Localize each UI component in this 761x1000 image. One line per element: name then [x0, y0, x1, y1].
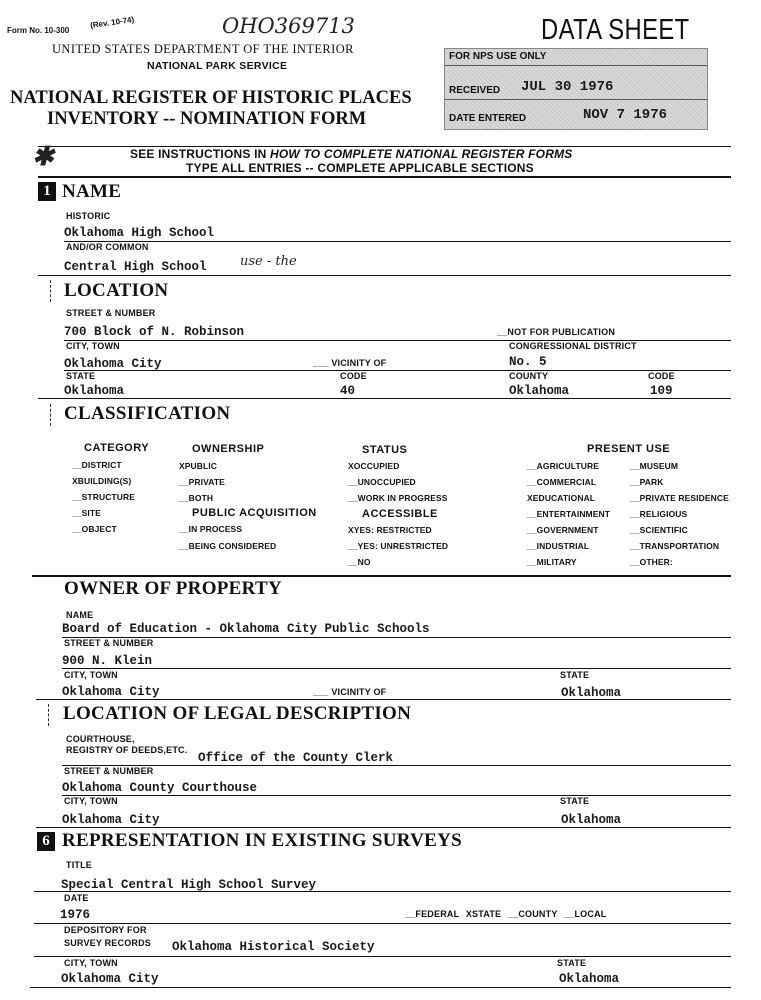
divider — [38, 398, 731, 399]
present-use-option: __ENTERTAINMENT — [527, 509, 611, 519]
legal-state-label: STATE — [560, 796, 590, 806]
survey-title-label: TITLE — [66, 860, 92, 870]
date-entered-label: DATE ENTERED — [449, 113, 527, 124]
category-heading: CATEGORY — [84, 442, 150, 454]
present-use-option: __MILITARY — [527, 557, 577, 567]
acquisition-option: __IN PROCESS — [179, 524, 243, 534]
handwritten-id: OHO369713 — [222, 14, 355, 38]
nps-use-only-box — [444, 48, 708, 130]
location-city-label: CITY, TOWN — [66, 341, 120, 351]
status-option: __WORK IN PROGRESS — [348, 493, 448, 503]
state-code-label: CODE — [340, 371, 367, 381]
status-heading: STATUS — [362, 444, 408, 456]
divider — [64, 241, 731, 242]
divider — [62, 668, 731, 669]
common-name-value: Central High School — [64, 260, 207, 274]
divider — [38, 176, 731, 178]
ownership-heading: OWNERSHIP — [192, 443, 265, 455]
present-use-option: __OTHER: — [630, 557, 673, 567]
depository-label: DEPOSITORY FOR — [64, 925, 147, 935]
survey-city-label: CITY, TOWN — [64, 958, 118, 968]
section-name-title: NAME — [62, 181, 122, 202]
present-use-option: XEDUCATIONAL — [527, 493, 596, 503]
registry-label: REGISTRY OF DEEDS,ETC. — [66, 745, 188, 755]
congressional-district-value: No. 5 — [509, 355, 547, 369]
section-number-1: 1 — [38, 182, 56, 201]
survey-date-label: DATE — [64, 893, 89, 903]
divider — [34, 956, 731, 957]
category-option: __SITE — [72, 508, 101, 518]
divider — [62, 637, 731, 638]
department-name: UNITED STATES DEPARTMENT OF THE INTERIOR — [52, 42, 354, 56]
received-date: JUL 30 1976 — [521, 79, 614, 95]
acquisition-option: __BEING CONSIDERED — [179, 541, 277, 551]
owner-street-label: STREET & NUMBER — [64, 638, 154, 648]
section-number-2-margin — [50, 280, 51, 302]
ownership-option: __PRIVATE — [179, 477, 225, 487]
present-use-option: __COMMERCIAL — [527, 477, 597, 487]
present-use-heading: PRESENT USE — [587, 443, 671, 455]
section-location-title: LOCATION — [64, 280, 169, 301]
county-label: COUNTY — [509, 371, 549, 381]
survey-date-value: 1976 — [60, 908, 91, 922]
divider — [62, 795, 731, 796]
state-code-value: 40 — [340, 384, 356, 398]
category-option: __STRUCTURE — [72, 492, 135, 502]
data-sheet-title: DATA SHEET — [541, 14, 690, 46]
historic-label: HISTORIC — [66, 211, 111, 221]
received-label: RECEIVED — [449, 85, 501, 96]
depository-value: Oklahoma Historical Society — [172, 940, 375, 954]
survey-state-label: STATE — [557, 958, 587, 968]
form-number: Form No. 10-300 — [7, 26, 70, 35]
instructions-link: HOW TO COMPLETE NATIONAL REGISTER FORMS — [270, 147, 573, 161]
category-option: __DISTRICT — [72, 460, 122, 470]
present-use-option: __MUSEUM — [630, 461, 679, 471]
county-code-value: 109 — [650, 384, 673, 398]
section-legal-title: LOCATION OF LEGAL DESCRIPTION — [63, 703, 412, 724]
owner-name-value: Board of Education - Oklahoma City Public Schools — [62, 622, 430, 636]
divider — [34, 923, 731, 924]
divider — [32, 575, 731, 577]
form-revision: (Rev. 10-74) — [89, 14, 135, 31]
status-option: XOCCUPIED — [348, 461, 400, 471]
divider — [36, 699, 731, 700]
divider — [36, 827, 731, 828]
asterisk-mark: ✱ — [32, 142, 54, 172]
category-option: XBUILDING(S) — [72, 476, 132, 486]
legal-city-value: Oklahoma City — [62, 813, 160, 827]
section-number-6: 6 — [37, 832, 55, 851]
present-use-option: __SCIENTIFIC — [630, 525, 688, 535]
location-state-value: Oklahoma — [64, 384, 125, 398]
present-use-option: __AGRICULTURE — [527, 461, 599, 471]
owner-name-label: NAME — [66, 610, 94, 620]
location-city-value: Oklahoma City — [64, 357, 162, 371]
present-use-option: __RELIGIOUS — [630, 509, 688, 519]
section-number-5-margin — [48, 704, 49, 726]
public-acquisition-heading: PUBLIC ACQUISITION — [192, 507, 317, 519]
legal-city-label: CITY, TOWN — [64, 796, 118, 806]
present-use-option: __GOVERNMENT — [527, 525, 599, 535]
location-street-value: 700 Block of N. Robinson — [64, 325, 245, 339]
section-surveys-title: REPRESENTATION IN EXISTING SURVEYS — [62, 830, 463, 851]
divider — [34, 891, 731, 892]
owner-vicinity-option: ___ VICINITY OF — [313, 687, 387, 697]
survey-title-value: Special Central High School Survey — [61, 878, 317, 892]
ownership-option: __BOTH — [179, 493, 214, 503]
congressional-district-label: CONGRESSIONAL DISTRICT — [509, 341, 637, 351]
section-owner-title: OWNER OF PROPERTY — [64, 578, 283, 599]
divider — [64, 370, 731, 371]
historic-name-value: Oklahoma High School — [64, 226, 215, 240]
section-number-3-margin — [50, 404, 51, 426]
legal-state-value: Oklahoma — [561, 813, 622, 827]
county-code-label: CODE — [648, 371, 675, 381]
service-name: NATIONAL PARK SERVICE — [147, 60, 288, 72]
legal-street-label: STREET & NUMBER — [64, 766, 154, 776]
survey-city-value: Oklahoma City — [61, 972, 159, 986]
survey-records-label: SURVEY RECORDS — [64, 938, 151, 948]
form-title-line2: INVENTORY -- NOMINATION FORM — [47, 109, 367, 129]
accessible-option: __NO — [348, 557, 371, 567]
present-use-option: __INDUSTRIAL — [527, 541, 590, 551]
form-title-line1: NATIONAL REGISTER OF HISTORIC PLACES — [10, 88, 412, 108]
location-vicinity-option: ___ VICINITY OF — [313, 358, 387, 368]
present-use-option: __TRANSPORTATION — [630, 541, 720, 551]
accessible-heading: ACCESSIBLE — [362, 508, 438, 520]
owner-state-label: STATE — [560, 670, 590, 680]
location-street-label: STREET & NUMBER — [66, 308, 156, 318]
accessible-option: XYES: RESTRICTED — [348, 525, 432, 535]
date-entered-value: NOV 7 1976 — [583, 107, 668, 123]
survey-level-options: __FEDERAL XSTATE __COUNTY __LOCAL — [405, 909, 607, 919]
owner-city-label: CITY, TOWN — [64, 670, 118, 680]
owner-street-value: 900 N. Klein — [62, 654, 153, 668]
survey-state-value: Oklahoma — [559, 972, 620, 986]
divider — [62, 765, 731, 766]
instructions-prefix: SEE INSTRUCTIONS IN — [130, 147, 271, 161]
common-name-label: AND/OR COMMON — [66, 242, 149, 252]
accessible-option: __YES: UNRESTRICTED — [348, 541, 449, 551]
present-use-option: __PRIVATE RESIDENCE — [630, 493, 729, 503]
handwritten-annotation: use - the — [240, 254, 297, 269]
divider — [38, 275, 731, 276]
instructions-line1 — [130, 147, 572, 161]
present-use-option: __PARK — [630, 477, 664, 487]
not-for-publication-option: __NOT FOR PUBLICATION — [497, 327, 616, 337]
courthouse-label: COURTHOUSE, — [66, 734, 135, 744]
section-classification-title: CLASSIFICATION — [64, 403, 231, 424]
nps-use-only-label: FOR NPS USE ONLY — [449, 51, 547, 62]
owner-city-value: Oklahoma City — [62, 685, 160, 699]
status-option: __UNOCCUPIED — [348, 477, 416, 487]
county-value: Oklahoma — [509, 384, 570, 398]
category-option: __OBJECT — [72, 524, 117, 534]
divider — [30, 987, 731, 988]
location-state-label: STATE — [66, 371, 96, 381]
instructions-line2: TYPE ALL ENTRIES -- COMPLETE APPLICABLE SECTIONS — [186, 161, 534, 175]
ownership-option: XPUBLIC — [179, 461, 218, 471]
legal-street-value: Oklahoma County Courthouse — [62, 781, 258, 795]
owner-state-value: Oklahoma — [561, 686, 622, 700]
courthouse-value: Office of the County Clerk — [198, 751, 394, 765]
